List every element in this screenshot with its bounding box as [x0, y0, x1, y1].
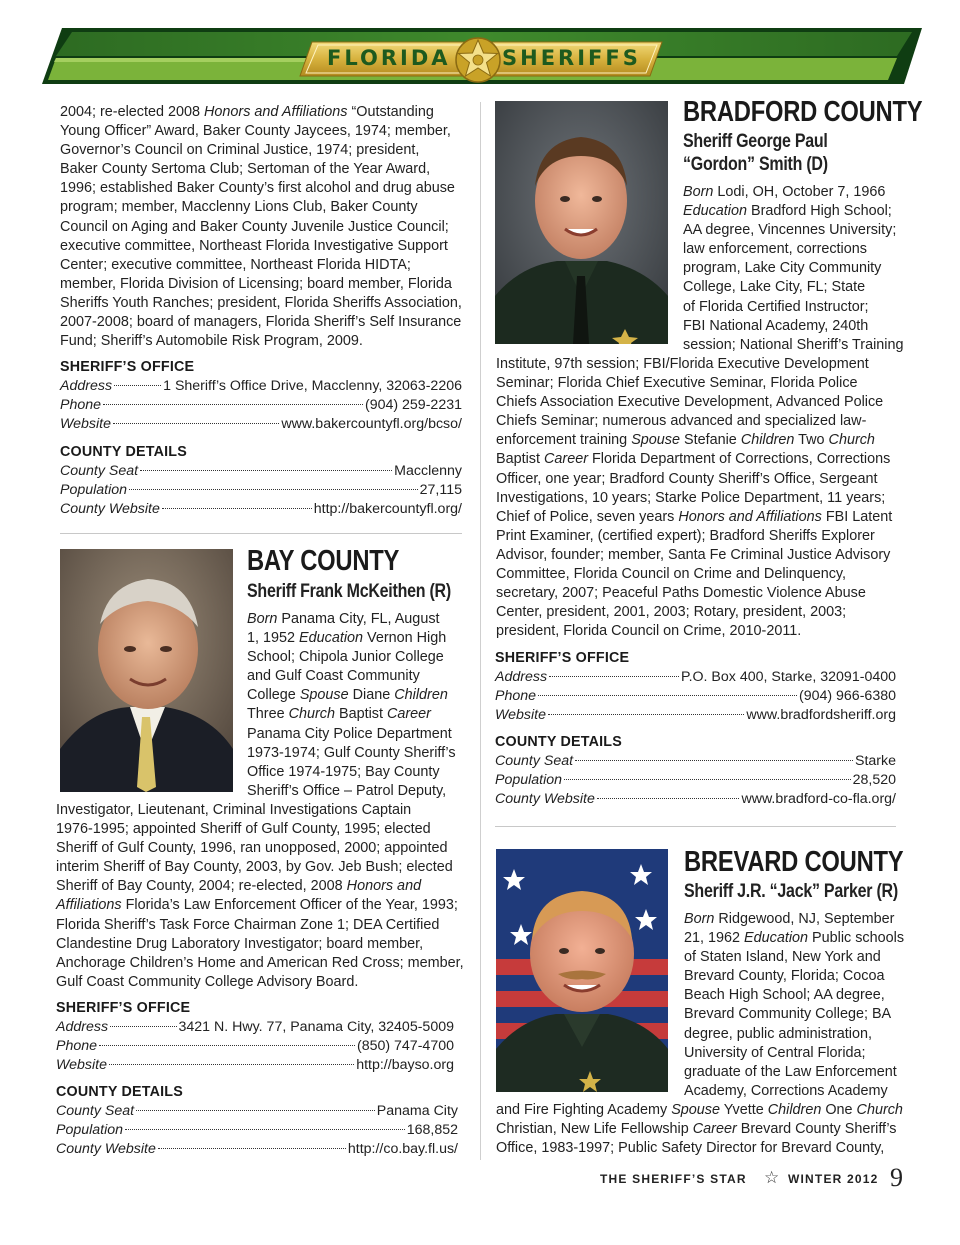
bradford-details-heading: COUNTY DETAILS	[495, 734, 622, 750]
bio-text: of Staten Island, New York and	[684, 949, 881, 966]
leader-dots	[538, 695, 797, 696]
info-label: Address	[495, 669, 548, 685]
bio-text: One	[821, 1102, 857, 1118]
bio-line	[60, 332, 475, 351]
info-label: County Website	[56, 1141, 156, 1158]
info-row	[495, 706, 896, 725]
bio-line	[56, 877, 476, 896]
info-label: County Website	[60, 501, 160, 518]
bio-text: 2007-2008; board of managers, Florida Sheriff’s Self Insurance	[60, 314, 462, 331]
bio-text: Baker County Sertoma Club; Sertoman of the Year Award,	[60, 161, 431, 178]
bio-line	[60, 294, 475, 313]
bio-text: interim Sheriff of Bay County, 2003, by Gov. Jeb Bush; elected	[56, 859, 453, 876]
bio-text: Young Officer” Award, Baker County Jaycees, 1974; member,	[60, 123, 451, 140]
bio-line	[60, 256, 475, 275]
bio-field-label: Career	[386, 706, 431, 723]
bay-details-heading: COUNTY DETAILS	[56, 1084, 183, 1100]
info-value: (904) 259-2231	[364, 397, 462, 414]
bio-text: Print Examiner, (certified expert); Bradford Sheriffs Explorer	[496, 527, 875, 544]
bio-field-label: Spouse	[299, 687, 349, 704]
bio-line	[56, 896, 476, 915]
bio-text: University of Central Florida;	[684, 1044, 866, 1061]
bio-text: Governor’s Council on Criminal Justice, 1974; president,	[60, 142, 420, 159]
bio-line	[684, 1063, 914, 1082]
bio-line	[247, 629, 472, 648]
info-label: Website	[56, 1057, 107, 1074]
info-row	[56, 1102, 458, 1121]
bio-field-label: Born	[247, 611, 278, 627]
leader-dots	[113, 423, 279, 424]
bio-text: Florida Department of Corrections, Corrections	[588, 451, 891, 468]
info-label: Phone	[56, 1038, 98, 1055]
bio-line	[496, 412, 916, 431]
bio-line	[56, 839, 476, 858]
bay-sheriff-name: Sheriff Frank McKeithen (R)	[247, 580, 451, 602]
bio-text: 21, 1962	[684, 930, 745, 947]
info-value: Panama City	[376, 1103, 458, 1119]
bio-text: Panama City Police Department	[247, 725, 452, 742]
bio-text: Center; executive committee, Northeast Florida HIDTA;	[60, 256, 411, 273]
bio-text: Stefanie	[680, 432, 741, 449]
bio-line	[247, 763, 472, 782]
bio-line	[60, 237, 475, 256]
bio-line	[496, 1101, 916, 1120]
bio-line	[247, 686, 472, 705]
info-row	[60, 462, 462, 481]
bio-text: AA degree, Vincennes University;	[683, 222, 897, 239]
footer-publication: THE SHERIFF’S STAR	[600, 1172, 747, 1186]
info-label: Population	[56, 1122, 124, 1139]
banner-right-word: SHERIFFS	[502, 46, 641, 70]
bio-field-label: Spouse	[631, 432, 680, 449]
bio-text: Bradford High School;	[747, 203, 892, 220]
bio-text: Seminar; Florida Chief Executive Seminar, Florida Police	[496, 375, 858, 392]
bio-field-label: Children	[394, 687, 448, 704]
bio-text: member, Florida Division of Licensing; board member, Florida	[60, 275, 452, 292]
bio-text: Baptist	[496, 451, 544, 468]
info-row	[60, 415, 462, 434]
info-value: www.bradford-co-fla.org/	[741, 791, 896, 808]
bio-line	[496, 393, 916, 412]
bio-text: Investigations, 10 years; Starke Police Department, 11 years;	[496, 489, 886, 506]
info-row	[56, 1018, 454, 1037]
bradford-bio-full	[496, 355, 916, 641]
bio-field-label: Honors and Affiliations	[678, 508, 822, 525]
info-value: 28,520	[852, 772, 896, 789]
bradford-details-list	[495, 752, 896, 810]
bio-line	[60, 218, 475, 237]
bio-line	[496, 603, 916, 622]
leader-dots	[158, 1148, 346, 1149]
bio-text: FBI National Academy, 240th	[683, 317, 869, 334]
bio-text: Florida Sheriff’s Task Force Chairman Zone 1; DEA Certified	[56, 916, 440, 933]
leader-dots	[114, 385, 161, 386]
bio-line	[683, 336, 913, 355]
bio-line	[496, 470, 916, 489]
info-value: 168,852	[406, 1122, 458, 1139]
info-label: Phone	[495, 688, 537, 705]
leader-dots	[125, 1129, 405, 1130]
info-label: Website	[495, 707, 546, 724]
divider-left	[60, 533, 462, 534]
bio-line	[496, 450, 916, 469]
bio-text: Three	[247, 706, 289, 723]
bio-line	[496, 489, 916, 508]
bio-line	[683, 259, 913, 278]
info-row	[495, 771, 896, 790]
leader-dots	[109, 1064, 354, 1065]
bio-text: Council on Aging and Baker County Juvenile Justice Council;	[60, 218, 449, 235]
bradford-office-heading: SHERIFF’S OFFICE	[495, 650, 630, 666]
info-value: http://bakercountyfl.org/	[313, 501, 462, 518]
bradford-county-title: BRADFORD COUNTY	[683, 96, 923, 128]
bradford-sheriff-name-line2: “Gordon” Smith (D)	[683, 153, 828, 175]
bio-field-label: Education	[683, 203, 748, 220]
info-label: Population	[60, 482, 128, 499]
footer-star-icon: ☆	[764, 1168, 780, 1187]
bio-line	[56, 801, 476, 820]
bio-text: enforcement training	[496, 432, 632, 449]
leader-dots	[597, 798, 740, 799]
bio-text: Center, president, 2001, 2003; Rotary, president, 2003;	[496, 604, 847, 621]
banner-left-word: FLORIDA	[327, 46, 451, 70]
bio-line	[247, 744, 472, 763]
banner-graphic	[42, 28, 922, 86]
bio-field-label: Spouse	[671, 1102, 720, 1118]
bio-text: session; National Sheriff’s Training	[683, 336, 904, 353]
page-number: 9	[890, 1163, 903, 1192]
info-row	[60, 396, 462, 415]
bio-line	[496, 1139, 916, 1158]
bio-line	[496, 546, 916, 565]
bio-line	[496, 584, 916, 603]
bio-text: Advisor, founder; member, Santa Fe Criminal Justice Advisory	[496, 546, 891, 563]
bio-line	[684, 986, 914, 1005]
bio-text: College, Lake City, FL; State	[683, 279, 866, 296]
bradford-office-list	[495, 668, 896, 726]
bio-text: Fund; Sheriff’s Automobile Risk Program, 2009.	[60, 333, 363, 350]
bio-text: Beach High School; AA degree,	[684, 987, 885, 1004]
bio-text: Chiefs Seminar; numerous advanced and specialized law-	[496, 413, 867, 430]
bio-line	[683, 221, 913, 240]
bio-field-label: Children	[740, 432, 795, 449]
footer-issue: WINTER 2012	[788, 1172, 879, 1186]
bio-field-label: Church	[856, 1102, 903, 1118]
bio-field-label: Career	[692, 1121, 737, 1138]
bio-line	[60, 141, 475, 160]
bio-line	[684, 1044, 914, 1063]
bio-text: Gulf Coast Community College Advisory Board.	[56, 973, 359, 990]
bio-text: Committee, Florida Council on Crime and Delinquency,	[496, 566, 847, 583]
info-row	[60, 481, 462, 500]
bio-text: Lodi, OH, October 7, 1966	[713, 184, 886, 200]
star-badge-icon	[456, 38, 500, 82]
bio-line	[56, 820, 476, 839]
baker-office-list	[60, 377, 462, 435]
info-label: Address	[56, 1019, 109, 1035]
bay-office-heading: SHERIFF’S OFFICE	[56, 1000, 191, 1016]
bio-text: Panama City, FL, August	[277, 611, 440, 627]
bio-line	[683, 240, 913, 259]
bio-text: Institute, 97th session; FBI/Florida Executive Development	[496, 356, 869, 372]
info-row	[56, 1056, 454, 1075]
info-value: http://co.bay.fl.us/	[347, 1141, 458, 1158]
bio-field-label: Children	[767, 1102, 822, 1118]
bio-field-label: Born	[684, 911, 715, 927]
bio-line	[56, 858, 476, 877]
bio-text: 1973-1974; Gulf County Sheriff’s	[247, 744, 456, 761]
bio-line	[496, 622, 916, 641]
bio-line	[496, 508, 916, 527]
baker-office-heading: SHERIFF’S OFFICE	[60, 359, 195, 375]
bio-line	[684, 929, 914, 948]
bio-text: Officer, one year; Bradford County Sheriff’s Office, Sergeant	[496, 470, 878, 487]
baker-details-list	[60, 462, 462, 520]
bio-text: Office, 1983-1997; Public Safety Director for Brevard County,	[496, 1140, 885, 1157]
bio-text: Brevard Community College; BA	[684, 1006, 892, 1023]
info-label: County Seat	[495, 753, 574, 769]
info-row	[495, 790, 896, 809]
bio-line	[60, 313, 475, 332]
info-value: 3421 N. Hwy. 77, Panama City, 32405-5009	[178, 1019, 454, 1035]
bay-details-list	[56, 1102, 458, 1160]
brevard-bio	[684, 910, 914, 1101]
bio-line	[683, 317, 913, 336]
footer	[600, 1163, 910, 1193]
bio-line	[56, 935, 476, 954]
bay-office-list	[56, 1018, 454, 1076]
bio-line	[247, 705, 472, 724]
bio-text: 1, 1952	[247, 630, 300, 647]
bio-text: Sheriff of Gulf County, 1996, ran unopposed, 2000; appointed	[56, 840, 448, 857]
bio-text: Anchorage Children’s Home and American Red Cross; member,	[56, 954, 464, 971]
info-label: County Seat	[56, 1103, 135, 1119]
bio-line	[496, 355, 916, 374]
bio-line	[496, 527, 916, 546]
bio-text: Diane	[348, 687, 395, 704]
info-value: (904) 966-6380	[798, 688, 896, 705]
info-value: 1 Sheriff’s Office Drive, Macclenny, 32063-2206	[163, 378, 462, 394]
info-value: www.bradfordsheriff.org	[746, 707, 896, 724]
bio-line	[683, 298, 913, 317]
bio-line	[247, 610, 472, 629]
baker-details-heading: COUNTY DETAILS	[60, 444, 187, 460]
leader-dots	[575, 760, 853, 761]
info-row	[495, 668, 896, 687]
bio-text: Clandestine Drug Laboratory Investigator; board member,	[56, 935, 424, 952]
info-label: Population	[495, 772, 563, 789]
bio-text: and Fire Fighting Academy	[496, 1102, 672, 1118]
info-row	[56, 1121, 458, 1140]
info-value: P.O. Box 400, Starke, 32091-0400	[680, 669, 896, 685]
bio-text: executive committee, Northeast Florida Investigative Support	[60, 237, 448, 254]
info-label: County Seat	[60, 463, 139, 479]
bio-text: president, Florida Council on Crime, 2010-2011.	[496, 623, 802, 640]
leader-dots	[549, 676, 679, 677]
info-label: Phone	[60, 397, 102, 414]
bio-text: Christian, New Life Fellowship	[496, 1121, 693, 1138]
info-row	[56, 1140, 458, 1159]
info-row	[60, 500, 462, 519]
brevard-sheriff-photo	[496, 849, 668, 1092]
info-value: 27,115	[419, 482, 462, 499]
bay-bio-full	[56, 801, 476, 992]
bio-line	[683, 183, 913, 202]
info-label: Address	[60, 378, 113, 394]
brevard-county-title: BREVARD COUNTY	[684, 846, 904, 878]
leader-dots	[103, 404, 363, 405]
bio-field-label: Church	[288, 706, 335, 723]
info-row	[495, 752, 896, 771]
bio-text: College	[247, 687, 300, 704]
bio-field-label: Honors and Affiliations	[204, 104, 348, 120]
bio-text: Investigator, Lieutenant, Criminal Investigations Captain	[56, 802, 412, 818]
info-value: Macclenny	[394, 463, 462, 479]
bio-text: Ridgewood, NJ, September	[714, 911, 895, 927]
bio-text: FBI Latent	[821, 508, 893, 525]
leader-dots	[162, 508, 312, 509]
bio-line	[56, 916, 476, 935]
bay-county-title: BAY COUNTY	[247, 545, 400, 577]
bio-line	[247, 667, 472, 686]
bio-text: Sheriffs Youth Ranches; president, Florida Sheriffs Association,	[60, 294, 462, 311]
bio-field-label: Education	[744, 930, 809, 947]
baker-bio	[60, 103, 475, 351]
bio-line	[247, 725, 472, 744]
bio-text: Brevard County Sheriff’s	[736, 1121, 897, 1138]
bio-text: of Florida Certified Instructor;	[683, 298, 869, 315]
bio-line	[684, 1005, 914, 1024]
bio-field-label: Career	[544, 451, 588, 468]
bio-line	[684, 910, 914, 929]
bio-text: 1976-1995; appointed Sheriff of Gulf County, 1995; elected	[56, 821, 431, 838]
bio-text: Two	[794, 432, 829, 449]
bio-field-label: Education	[299, 630, 364, 647]
bio-field-label: Church	[828, 432, 875, 449]
bio-text: Vernon High	[363, 630, 447, 647]
bio-line	[60, 275, 475, 294]
brevard-bio-full	[496, 1101, 916, 1158]
info-value: Starke	[854, 753, 896, 769]
bio-text: Public schools	[808, 930, 905, 947]
bio-line	[496, 374, 916, 393]
info-row	[495, 687, 896, 706]
bio-line	[56, 973, 476, 992]
bio-line	[60, 103, 475, 122]
column-separator	[480, 102, 481, 1160]
bio-text: Chiefs Association Executive Development, Advanced Police	[496, 394, 884, 411]
bio-field-label: Affiliations	[56, 897, 122, 914]
bio-line	[247, 782, 472, 801]
bio-line	[684, 948, 914, 967]
leader-dots	[548, 714, 744, 715]
bio-line	[60, 160, 475, 179]
bio-line	[56, 954, 476, 973]
bio-line	[60, 122, 475, 141]
bio-text: Chief of Police, seven years	[496, 508, 679, 525]
bio-line	[496, 1120, 916, 1139]
bio-line	[684, 1025, 914, 1044]
bio-text: degree, public administration,	[684, 1025, 872, 1042]
leader-dots	[129, 489, 418, 490]
bio-line	[683, 278, 913, 297]
divider-right	[495, 826, 896, 827]
bio-line	[496, 565, 916, 584]
bio-field-label: Born	[683, 184, 714, 200]
bio-text: and Gulf Coast Community	[247, 668, 420, 685]
leader-dots	[110, 1026, 176, 1027]
bradford-sheriff-name-line1: Sheriff George Paul	[683, 130, 828, 152]
bio-text: graduate of the Law Enforcement	[684, 1063, 897, 1080]
bay-bio	[247, 610, 472, 801]
bio-field-label: Honors and	[346, 878, 422, 895]
leader-dots	[564, 779, 851, 780]
bio-line	[684, 967, 914, 986]
bio-line	[60, 198, 475, 217]
info-value: (850) 747-4700	[356, 1038, 454, 1055]
bio-text: Brevard County, Florida; Cocoa	[684, 968, 885, 985]
bio-line	[60, 179, 475, 198]
bio-line	[684, 1082, 914, 1101]
info-label: County Website	[495, 791, 595, 808]
bio-text: Office 1974-1975; Bay County	[247, 763, 440, 780]
bio-text: 1996; established Baker County’s first alcohol and drug abuse	[60, 180, 455, 197]
leader-dots	[140, 470, 392, 471]
bio-line	[247, 648, 472, 667]
bio-text: program; member, Macclenny Lions Club, Baker County	[60, 199, 418, 216]
bio-text: Baptist	[334, 706, 387, 723]
header-banner	[42, 28, 922, 86]
bio-text: “Outstanding	[347, 104, 434, 120]
bio-text: secretary, 2007; Peaceful Paths Domestic Violence Abuse	[496, 585, 866, 602]
bio-line	[496, 431, 916, 450]
bio-text: 2004; re-elected 2008	[60, 104, 205, 120]
info-row	[56, 1037, 454, 1056]
bio-text: Sheriff of Bay County, 2004; re-elected, 2008	[56, 878, 347, 895]
bio-text: Yvette	[720, 1102, 768, 1118]
bradford-bio	[683, 183, 913, 355]
brevard-sheriff-name: Sheriff J.R. “Jack” Parker (R)	[684, 880, 898, 902]
info-value: www.bakercountyfl.org/bcso/	[281, 416, 462, 433]
bio-text: Florida’s Law Enforcement Officer of the Year, 1993;	[121, 897, 458, 914]
bradford-sheriff-photo	[495, 101, 668, 344]
bio-text: School; Chipola Junior College	[247, 649, 444, 666]
bio-line	[683, 202, 913, 221]
info-value: http://bayso.org	[356, 1057, 454, 1074]
info-label: Website	[60, 416, 111, 433]
bay-sheriff-photo	[60, 549, 233, 792]
leader-dots	[99, 1045, 355, 1046]
bio-text: Sheriff’s Office – Patrol Deputy,	[247, 782, 447, 799]
bio-text: program, Lake City Community	[683, 260, 882, 277]
bio-text: law enforcement, corrections	[683, 241, 867, 258]
bio-text: Academy, Corrections Academy	[684, 1082, 888, 1099]
leader-dots	[136, 1110, 375, 1111]
info-row	[60, 377, 462, 396]
